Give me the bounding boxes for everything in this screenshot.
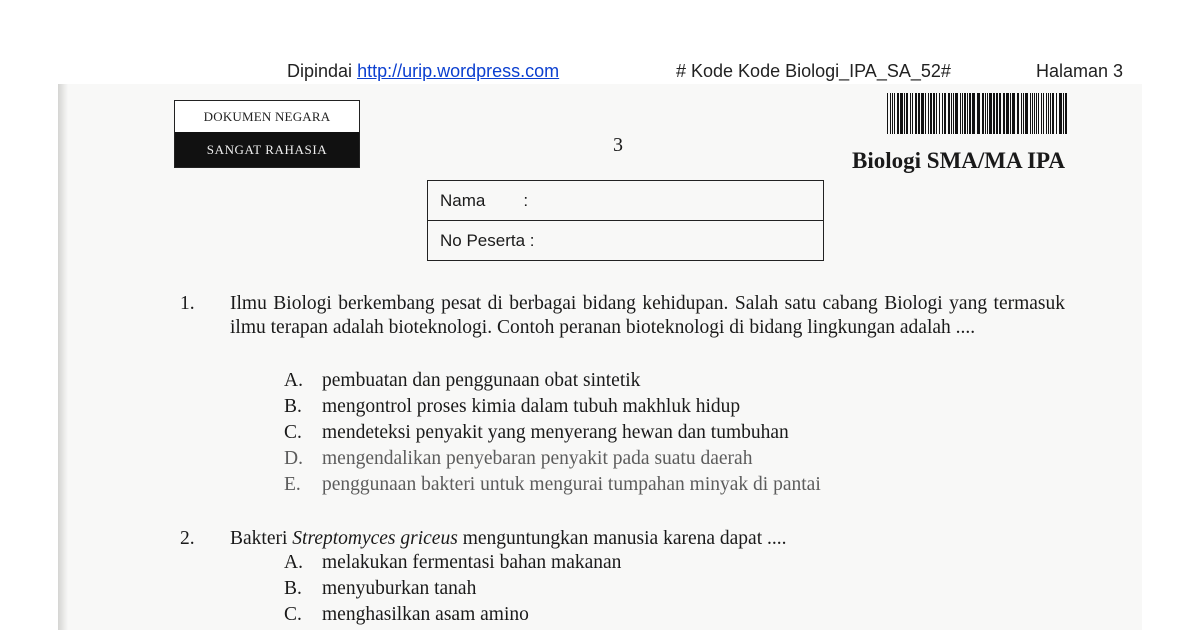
classification-stamp xyxy=(174,100,360,168)
option-d xyxy=(284,446,821,472)
question-2-options xyxy=(284,550,621,628)
stem-text-after: menguntungkan manusia karena dapat .... xyxy=(457,528,787,549)
option-c xyxy=(284,602,621,628)
option-e xyxy=(284,472,821,498)
question-number: 2. xyxy=(180,528,195,549)
stamp-top-secret: SANGAT RAHASIA xyxy=(175,132,359,167)
subject-title: Biologi SMA/MA IPA xyxy=(852,148,1065,173)
option-text: menyuburkan tanah xyxy=(322,578,477,599)
option-letter: B. xyxy=(284,396,302,417)
barcode-image xyxy=(887,93,1067,134)
option-c xyxy=(284,420,821,446)
candidate-id-box xyxy=(427,180,824,261)
stem-text-before: Bakteri xyxy=(230,528,293,549)
scanned-page xyxy=(58,84,1142,630)
name-row xyxy=(428,181,823,220)
option-a xyxy=(284,368,821,394)
option-text: mengontrol proses kimia dalam tubuh makhluk hidup xyxy=(322,396,741,417)
page-header xyxy=(0,0,1200,84)
option-text: mengendalikan penyebaran penyakit pada suatu daerah xyxy=(322,448,753,469)
option-text: melakukan fermentasi bahan makanan xyxy=(322,552,622,573)
option-letter: A. xyxy=(284,552,303,573)
option-text: menghasilkan asam amino xyxy=(322,604,529,625)
stamp-state-document: DOKUMEN NEGARA xyxy=(175,101,359,132)
question-1 xyxy=(180,292,1065,367)
name-colon: : xyxy=(523,191,529,210)
option-letter: C. xyxy=(284,604,302,625)
species-name: Streptomyces griceus xyxy=(292,528,458,549)
question-1-options xyxy=(284,368,821,498)
option-a xyxy=(284,550,621,576)
question-stem: Ilmu Biologi berkembang pesat di berbagai bidang kehidupan. Salah satu cabang Biologi yang termasuk ilmu terapan adalah bioteknologi. Contoh peranan bioteknologi di bidang lingkungan adalah .... xyxy=(230,293,1065,338)
page-number: 3 xyxy=(613,134,623,156)
scanned-by-label: Dipindai xyxy=(287,61,353,81)
option-b xyxy=(284,576,621,602)
page-indicator: Halaman 3 xyxy=(1036,61,1124,81)
participant-number-row xyxy=(428,220,823,260)
question-number: 1. xyxy=(180,293,195,314)
option-letter: B. xyxy=(284,578,302,599)
option-letter: E. xyxy=(284,474,301,495)
option-b xyxy=(284,394,821,420)
option-text: penggunaan bakteri untuk mengurai tumpahan minyak di pantai xyxy=(322,474,821,495)
option-text: pembuatan dan penggunaan obat sintetik xyxy=(322,370,641,391)
document-code: # Kode Kode Biologi_IPA_SA_52# xyxy=(676,61,951,81)
option-letter: A. xyxy=(284,370,303,391)
question-stem xyxy=(230,527,1065,551)
option-letter: C. xyxy=(284,422,302,443)
header-attribution xyxy=(287,61,559,82)
participant-number-label: No Peserta : xyxy=(440,231,535,250)
source-link[interactable]: http://urip.wordpress.com xyxy=(357,61,560,81)
option-letter: D. xyxy=(284,448,303,469)
name-label: Nama xyxy=(440,191,486,210)
option-text: mendeteksi penyakit yang menyerang hewan dan tumbuhan xyxy=(322,422,789,443)
